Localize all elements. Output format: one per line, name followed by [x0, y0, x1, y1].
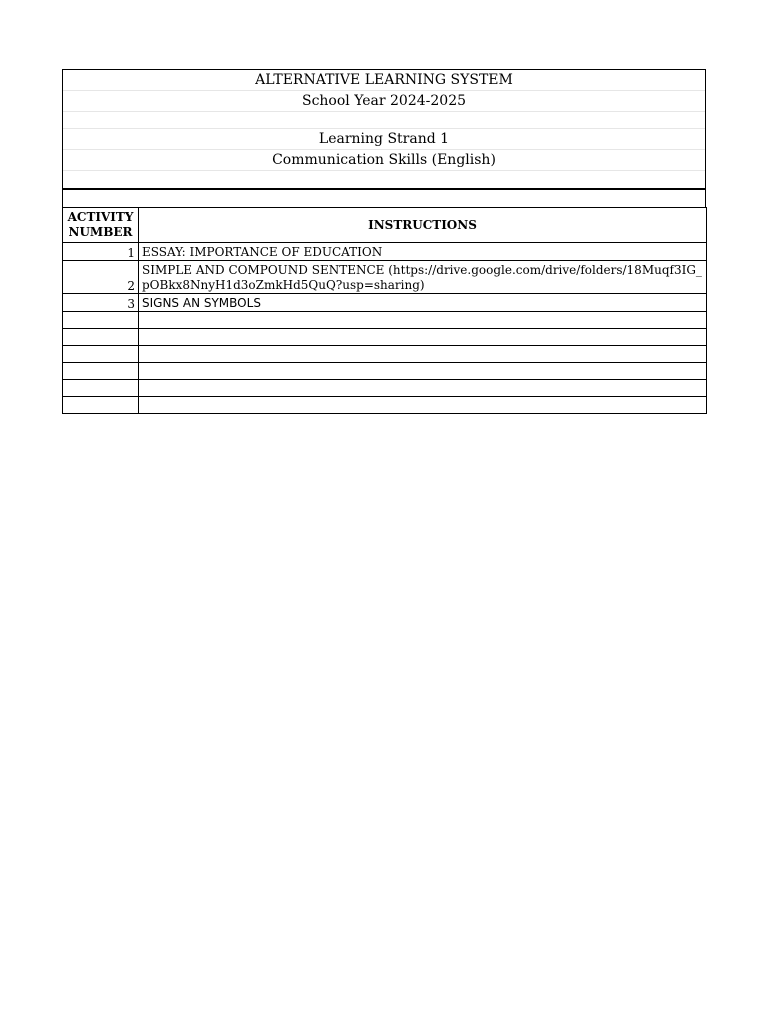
table-row-empty [63, 312, 707, 329]
empty-cell [63, 363, 139, 380]
header-empty-row [63, 171, 705, 188]
empty-cell [63, 312, 139, 329]
instruction-cell: SIGNS AN SYMBOLS [139, 294, 707, 312]
empty-cell [139, 397, 707, 414]
header-empty-row [63, 112, 705, 129]
empty-cell [139, 346, 707, 363]
header-line-subject: Communication Skills (English) [63, 150, 705, 171]
table-row-empty [63, 380, 707, 397]
activity-number-cell: 2 [63, 261, 139, 294]
spacer-row [62, 189, 706, 207]
table-row [63, 261, 707, 294]
instruction-cell: ESSAY: IMPORTANCE OF EDUCATION [139, 243, 707, 261]
table-row-empty [63, 363, 707, 380]
empty-cell [139, 380, 707, 397]
empty-cell [63, 380, 139, 397]
activity-number-cell: 1 [63, 243, 139, 261]
empty-cell [139, 363, 707, 380]
empty-cell [63, 346, 139, 363]
table-row [63, 243, 707, 261]
activity-number-cell: 3 [63, 294, 139, 312]
empty-cell [63, 397, 139, 414]
empty-cell [139, 329, 707, 346]
worksheet [62, 69, 706, 414]
empty-cell [139, 312, 707, 329]
header-line-school-year: School Year 2024-2025 [63, 91, 705, 112]
table-header-row [63, 208, 707, 243]
instruction-cell-link[interactable]: SIMPLE AND COMPOUND SENTENCE (https://drive.google.com/drive/folders/18Muqf3IG_pOBkx8NnyH1d3oZmkHd5QuQ?usp=sharing) [139, 261, 707, 294]
table-row-empty [63, 329, 707, 346]
table-row [63, 294, 707, 312]
empty-cell [63, 329, 139, 346]
header-line-strand: Learning Strand 1 [63, 129, 705, 150]
header-line-system: ALTERNATIVE LEARNING SYSTEM [63, 70, 705, 91]
table-row-empty [63, 346, 707, 363]
column-header-activity-number: ACTIVITY NUMBER [63, 208, 139, 243]
column-header-instructions: INSTRUCTIONS [139, 208, 707, 243]
header-block [62, 69, 706, 189]
table-row-empty [63, 397, 707, 414]
activity-table [62, 207, 707, 414]
